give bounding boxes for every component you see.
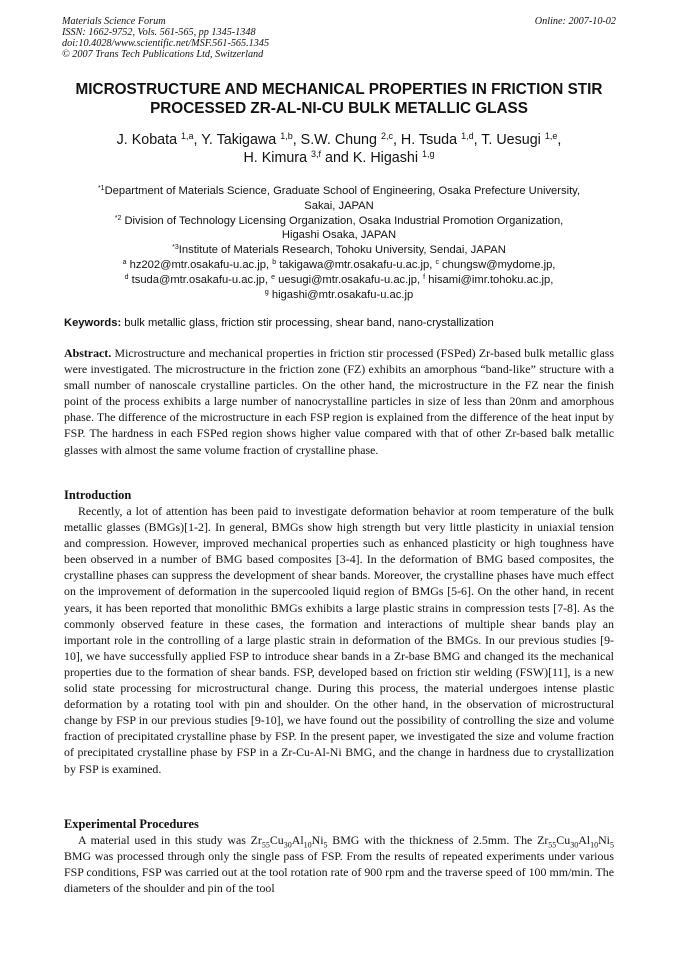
email: hz202@mtr.osakafu-u.ac.jp, (126, 258, 273, 271)
experimental-section (64, 816, 614, 896)
introduction-text: Recently, a lot of attention has been paid to investigate deformation behavior at room temperature of the bulk metallic glasses (BMGs)[1-2]. In general, BMGs show high strength but very little plasticity in uniaxial tension and compression. However, improved mechanical properties such as enhanced plasticity or high toughness have been observed in a number of BMG based composites [3-4]. In the deformation of BMG based composites, the crystalline phases can suppress the development of shear bands. Moreover, the crystalline phases have much effect on the improvement of deformation in the supercooled liquid region of BMGs [5-6]. On the other hand, in recent years, it has been reported that monolithic BMGs exhibits a large plastic strains in compression tests [7-8]. As the commonly observed feature in these cases, the formation and interactions of multiple shear bands play an important role in the controlling of a large plastic strain in deformation of the BMGs. In our previous studies [9-10], we have successfully applied FSP to introduce shear bands in a Zr-base BMG and changed its the mechanical properties due to the formation of shear bands. FSP, developed based on friction stir welding (FSW)[11], is a new solid state processing for microstructural change. During this process, the material undergoes intense plastic deformation by a rotating tool with pin and shoulder. On the other hand, in the observation of microstructural change by FSP in our previous studies [9-10], we have found out the possibility of controlling the size and volume fraction of precipitated crystalline phase by FSP. In the present paper, we investigated the size and volume fraction of precipitated crystalline phase by FSP in a Zr-Cu-Al-Ni BMG, and the change in hardness due to crystallization by FSP is examined. (64, 504, 614, 776)
experimental-text: A material used in this study was $Zr_{55}Cu_{30}Al_{10}Ni_5$ BMG with the thickness of 2.5mm. The $Zr_{55}Cu_{30}Al_{10}Ni_5$ BMG was processed through only the single pass of FSP. From the results of repeated experiments under various FSP conditions, FSP was carried out at the tool rotation rate of 900 rpm and the traverse speed of 100 mm/min. The diameters of the shoulder and pin of the tool (64, 833, 614, 896)
author: Y. Takigawa $^{1,b}$ (201, 131, 293, 148)
affiliation-2: $^{*2}$ Division of Technology Licensing Organization, Osaka Industrial Promotion Organization, Higashi Osaka, JAPAN (114, 214, 564, 242)
author: J. Kobata $^{1,a}$ (116, 131, 194, 148)
abstract-label: Abstract. (64, 346, 112, 360)
doi-line: doi:10.4028/www.scientific.net/MSF.561-565.1345 (62, 38, 270, 49)
author-list: J. Kobata $^{1,a}$, Y. Takigawa $^{1,b}$, S.W. Chung $^{2,c}$, H. Tsuda $^{1,d}$, T. Uesugi $^{1,e}$, H. Kimura $^{3,f}$ and K. Higashi $^{1,g}$ (116, 131, 562, 166)
introduction-heading: Introduction (64, 488, 132, 502)
online-date: Online: 2007-10-02 (534, 16, 616, 27)
affiliations (40, 184, 638, 302)
keywords (64, 316, 624, 330)
keywords-text: bulk metallic glass, friction stir processing, shear band, nano-crystallization (121, 317, 494, 329)
author: S.W. Chung $^{2,c}$ (300, 131, 393, 148)
issn-line: ISSN: 1662-9752, Vols. 561-565, pp 1345-1348 (62, 27, 256, 38)
running-header (62, 16, 616, 60)
email: hisami@imr.tohoku.ac.jp, (425, 273, 554, 286)
author: H. Tsuda $^{1,d}$ (400, 131, 474, 148)
title-line-2: PROCESSED ZR-AL-NI-CU BULK METALLIC GLASS (150, 100, 528, 117)
keywords-label: Keywords: (64, 317, 122, 329)
author: H. Kimura $^{3,f}$ (243, 149, 322, 166)
email-list: $^a$ hz202@mtr.osakafu-u.ac.jp, $^b$ takigawa@mtr.osakafu-u.ac.jp, $^c$ chungsw@mydome.jp, $^d$ tsuda@mtr.osakafu-u.ac.jp, $^e$ uesugi@mtr.osakafu-u.ac.jp, $^f$ hisami@imr.tohoku.ac.jp, $^g$ higashi@mtr.osakafu-u.ac.jp (122, 258, 556, 301)
abstract-text: Microstructure and mechanical properties in friction stir processed (FSPed) Zr-based bulk metallic glass were investigated. The microstructure in the friction zone (FZ) exhibits an amorphous “band-like” structure with a small number of nanoscale crystalline particles. On the other hand, the microstructure in the FZ near the finish point of the process exhibits a large number of nanocrystalline particles in size of less than 20nm and amorphous phase. The difference of the microstructure in each FSP region is explained from the difference of the heat input by FSP. The hardness in each FSPed region shows higher value compared with that of other Zr-based balk metallic glasses with almost the same volume fraction of crystalline phase. (64, 346, 614, 457)
introduction-section (64, 487, 614, 777)
experimental-heading: Experimental Procedures (64, 817, 199, 831)
author: T. Uesugi $^{1,e}$ (481, 131, 558, 148)
title-line-1: MICROSTRUCTURE AND MECHANICAL PROPERTIES IN FRICTION STIR (75, 81, 603, 98)
email: takigawa@mtr.osakafu-u.ac.jp, (276, 258, 436, 271)
email: uesugi@mtr.osakafu-u.ac.jp, (275, 273, 424, 286)
email: chungsw@mydome.jp, (438, 258, 556, 271)
paper-title (40, 80, 638, 118)
author: K. Higashi $^{1,g}$ (352, 149, 435, 166)
email: tsuda@mtr.osakafu-u.ac.jp, (128, 273, 272, 286)
affiliation-3: $^{*3}$Institute of Materials Research, Tohoku University, Sendai, JAPAN (172, 244, 506, 257)
email: higashi@mtr.osakafu-u.ac.jp (268, 288, 414, 301)
abstract (64, 345, 614, 458)
journal-name: Materials Science Forum (62, 16, 166, 27)
copyright-line: © 2007 Trans Tech Publications Ltd, Switzerland (62, 49, 264, 60)
affiliation-1: $^{*1}$Department of Materials Science, Graduate School of Engineering, Osaka Prefecture University, Sakai, JAPAN (97, 185, 581, 212)
